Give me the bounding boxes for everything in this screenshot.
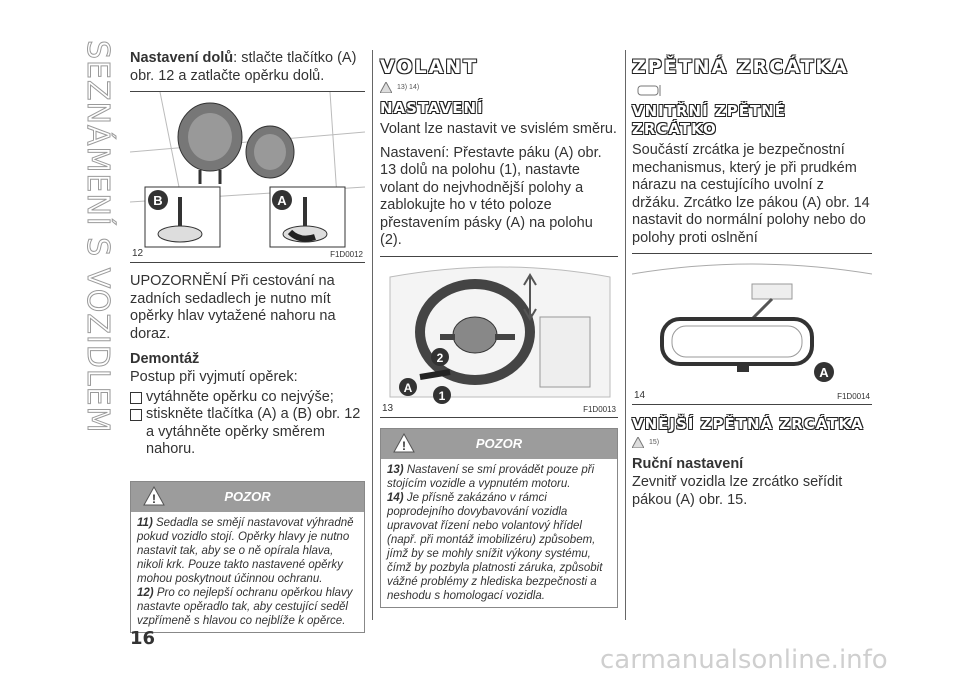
subtitle-nastaveni: NASTAVENÍ bbox=[380, 99, 484, 117]
steering-wheel-illustration bbox=[380, 257, 618, 417]
paragraph: Zevnitř vozidla lze zrcátko seřídit pákou (A) obr. 15. bbox=[632, 474, 843, 508]
note-refs bbox=[632, 437, 872, 448]
note-text: Je přísně zakázáno v rámci poprodejního dovybavování vozidla upravovat řízení nebo volantový hřídel (např. při montáž imobilizéru) způsobem, jímž by se mohly snížit výkony systému, čímž by pozbyla platnosti záruka, způsobit vážné problémy z hlediska bezpečnosti a neshodu s homologací vozidla. bbox=[387, 491, 603, 602]
headrest-illustration bbox=[130, 92, 365, 262]
warning-triangle-icon bbox=[380, 82, 392, 93]
figure-12 bbox=[130, 91, 365, 263]
note-refs-text: 13) 14) bbox=[397, 84, 420, 91]
paragraph: Volant lze nastavit ve svislém směru. bbox=[380, 121, 617, 137]
page-number: 16 bbox=[130, 628, 156, 649]
pozor-box bbox=[380, 428, 618, 608]
pozor-box bbox=[130, 481, 365, 633]
pozor-header bbox=[381, 429, 617, 459]
section-title: Ruční nastavení bbox=[632, 456, 744, 472]
pozor-body bbox=[381, 459, 617, 607]
pozor-title: POZOR bbox=[224, 488, 271, 504]
note-number: 11) bbox=[137, 516, 153, 529]
note-number: 14) bbox=[387, 491, 404, 504]
figure-number: 14 bbox=[634, 390, 646, 401]
pozor-header bbox=[131, 482, 364, 512]
figure-code: F1D0013 bbox=[583, 404, 616, 414]
label-2: 2 bbox=[436, 350, 444, 365]
section-title-zrcatka: ZPĚTNÁ ZRCÁTKA bbox=[632, 56, 849, 78]
note-number: 13) bbox=[387, 463, 404, 476]
note-text: Nastavení se smí provádět pouze při stojícím vozidle a vypnutém motoru. bbox=[387, 463, 595, 490]
note-number: 12) bbox=[137, 586, 154, 599]
subtitle-vnejsi: VNĚJŠÍ ZPĚTNÁ ZRCÁTKA bbox=[632, 415, 864, 433]
note bbox=[387, 463, 611, 491]
figure-code: F1D0014 bbox=[837, 392, 870, 401]
label-b: B bbox=[153, 193, 163, 208]
svg-text:!: ! bbox=[402, 438, 406, 453]
section-intro: Postup při vyjmutí opěrek: bbox=[130, 369, 298, 385]
section-title-volant: VOLANT bbox=[380, 56, 479, 78]
list-item-text: stiskněte tlačítka (A) a (B) obr. 12 a vytáhněte opěrky směrem nahoru. bbox=[146, 406, 361, 457]
warning-triangle-icon bbox=[632, 437, 644, 448]
watermark: carmanualsonline.info bbox=[600, 645, 888, 675]
checkbox-bullet-icon bbox=[130, 392, 142, 404]
checkbox-bullet-icon bbox=[130, 409, 142, 421]
label-1: 1 bbox=[438, 388, 446, 403]
label-a: A bbox=[403, 380, 413, 395]
list-item-text: vytáhněte opěrku co nejvýše; bbox=[146, 388, 334, 405]
column-divider bbox=[625, 50, 626, 620]
column-divider bbox=[372, 50, 373, 620]
side-chapter-title bbox=[80, 40, 115, 433]
svg-text:!: ! bbox=[152, 491, 156, 506]
note bbox=[387, 491, 611, 603]
note-refs-text: 15) bbox=[649, 439, 660, 446]
list-item bbox=[130, 389, 365, 407]
intro-paragraph bbox=[130, 50, 365, 85]
column-2 bbox=[380, 50, 618, 608]
note-refs bbox=[380, 82, 618, 93]
figure-13 bbox=[380, 256, 618, 418]
label-a: A bbox=[277, 193, 287, 208]
rear-view-mirror-illustration bbox=[632, 254, 872, 404]
mirror-symbol-icon bbox=[636, 82, 666, 98]
label-a: A bbox=[819, 365, 829, 380]
column-1 bbox=[130, 50, 365, 633]
paragraph: Součástí zrcátka je bezpečnostní mechanismus, který je při prudkém nárazu na cestujícího uvolní z držáku. Zrcátko lze pákou (A) obr. 14 nastavit do normální polohy nebo do polohy proti oslnění bbox=[632, 142, 870, 246]
intro-rest: : stlačte tlačítko (A) obr. 12 a zatlačte opěrku dolů. bbox=[130, 50, 357, 84]
paragraph: Nastavení: Přestavte páku (A) obr. 13 dolů na polohu (1), nastavte volant do nejvhodnější polohy a zablokujte ho v této poloze přestavením pásky (A) na polohu (2). bbox=[380, 144, 602, 248]
figure-code: F1D0012 bbox=[330, 250, 363, 259]
figure-number: 13 bbox=[382, 402, 394, 414]
pozor-title: POZOR bbox=[475, 435, 523, 451]
intro-bold: Nastavení dolů bbox=[130, 50, 234, 66]
note bbox=[137, 516, 358, 586]
figure-number: 12 bbox=[132, 248, 144, 259]
note-text: Sedadla se smějí nastavovat výhradně pokud vozidlo stojí. Opěrky hlavy je nutno nastavit tak, aby se o ně opírala hlava, nikoli krk. Pouze takto nastavené opěrky mohou poskytnout účinnou ochranu. bbox=[137, 516, 354, 585]
section-title: Demontáž bbox=[130, 351, 200, 367]
list-item bbox=[130, 406, 365, 459]
note-text: Pro co nejlepší ochranu opěrkou hlavy nastavte opěradlo tak, aby cestující seděl vzpřímeně s hlavou co nejblíže k opěrce. bbox=[137, 586, 353, 627]
subtitle-vnitrni: VNITŘNÍ ZPĚTNÉ ZRCÁTKO bbox=[632, 102, 787, 138]
warning-paragraph: UPOZORNĚNÍ Při cestování na zadních sedadlech je nutno mít opěrky hlav vytažené nahoru na doraz. bbox=[130, 273, 336, 342]
column-3 bbox=[632, 50, 872, 515]
figure-14 bbox=[632, 253, 872, 405]
pozor-body bbox=[131, 512, 364, 632]
note bbox=[137, 586, 358, 628]
side-title-text: SEZNÁMENÍ S VOZIDLEM bbox=[80, 40, 115, 434]
